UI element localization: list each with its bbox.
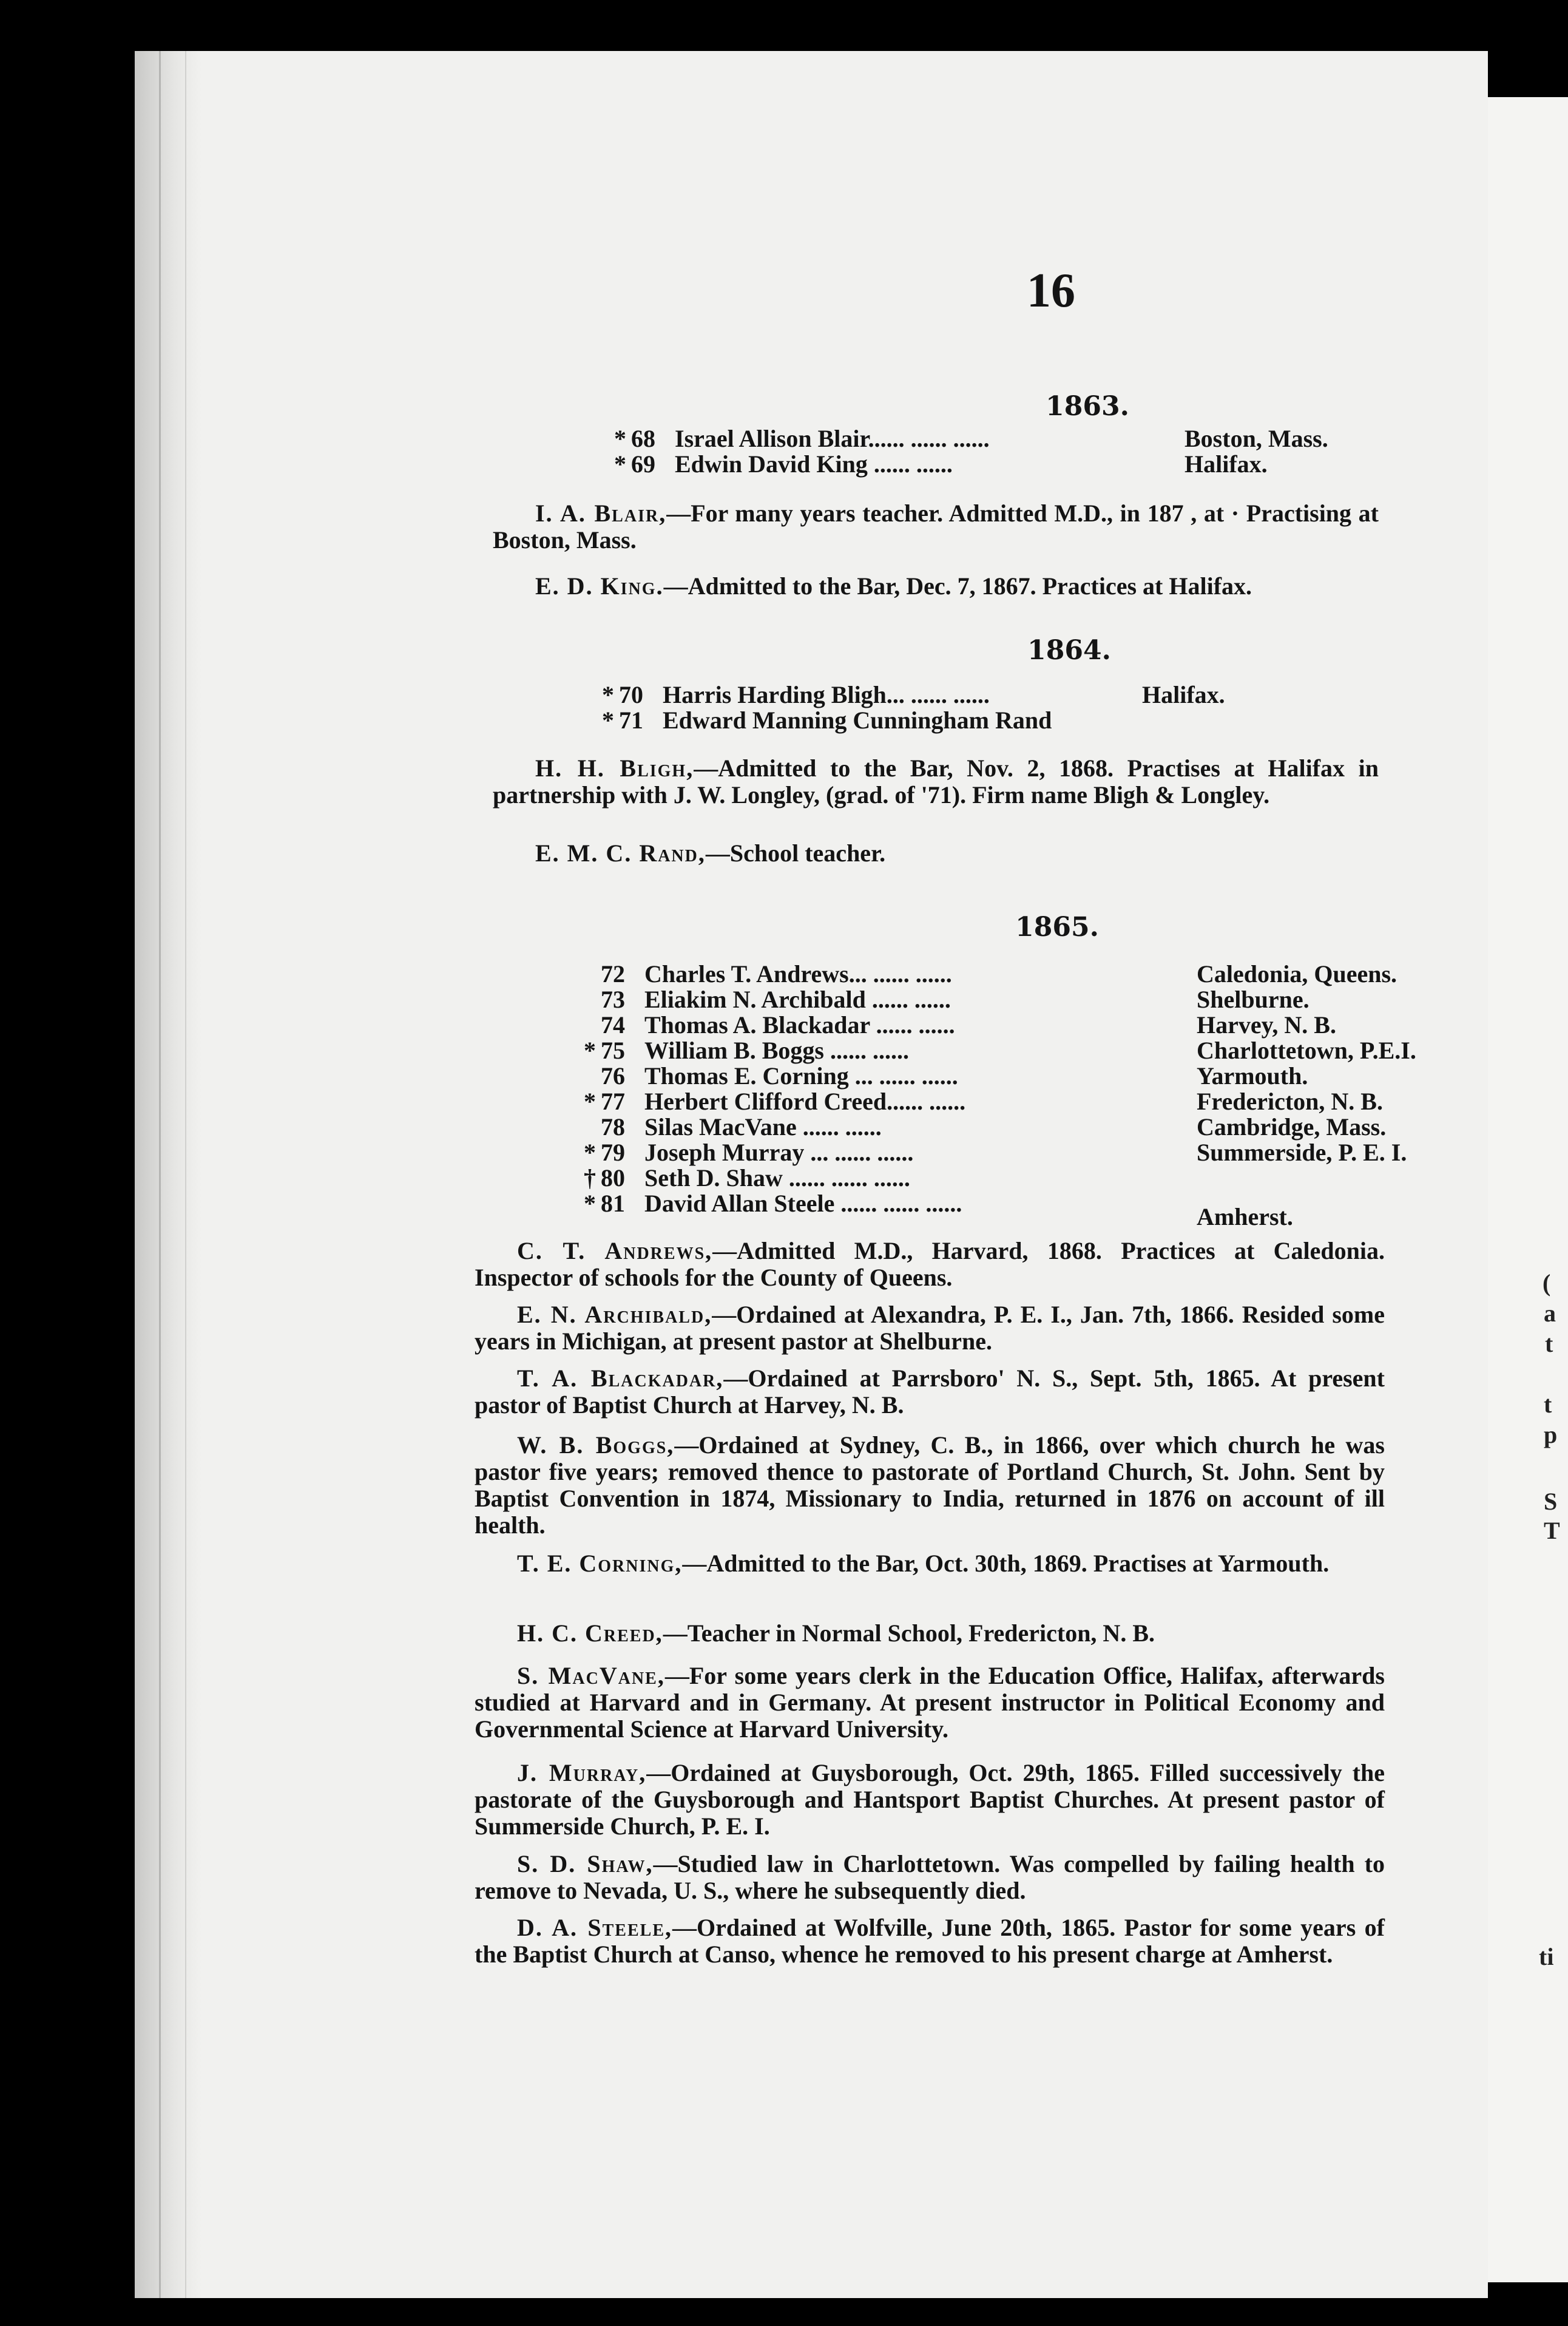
- note-creed: [475, 1620, 1385, 1647]
- note-lead: S. MacVane,: [517, 1662, 665, 1689]
- note-lead: H. H. Bligh,: [535, 754, 694, 782]
- facing-page-fragment: T: [1544, 1517, 1560, 1544]
- roster-place: Fredericton, N. B.: [1197, 1088, 1383, 1115]
- roster-name: Thomas A. Blackadar ...... ......: [644, 1011, 955, 1039]
- note-lead: E. M. C. Rand,: [535, 839, 706, 867]
- roster-mark: †: [584, 1164, 596, 1192]
- note-text: —Teacher in Normal School, Fredericton, N. B.: [663, 1619, 1155, 1647]
- note-text: —Ordained at Wolfville, June 20th, 1865. Pastor for some years of the Baptist Church at Canso, whence he removed to his present charge at Amherst.: [475, 1914, 1385, 1968]
- note-lead: C. T. Andrews,: [517, 1237, 713, 1264]
- note-text: —Ordained at Guysborough, Oct. 29th, 1865. Filled successively the pastorate of the Guysborough and Hantsport Baptist Churches. At present pastor of Summerside Church, P. E. I.: [475, 1759, 1385, 1840]
- note-corning: [475, 1550, 1385, 1577]
- note-text: —For some years clerk in the Education Office, Halifax, afterwards studied at Harvard and in Germany. At present instructor in Political Economy and Governmental Science at Harvard University.: [475, 1662, 1385, 1743]
- note-text: —Admitted M.D., Harvard, 1868. Practices at Caledonia. Inspector of schools for the County of Queens.: [475, 1237, 1385, 1291]
- note-lead: H. C. Creed,: [517, 1619, 663, 1647]
- note-lead: W. B. Boggs,: [517, 1431, 675, 1459]
- section-year-1863: 1863.: [1046, 391, 1129, 422]
- roster-row: [602, 452, 1488, 477]
- roster-row: [572, 1089, 1488, 1114]
- note-lead: I. A. Blair,: [535, 500, 667, 527]
- roster-row: [572, 987, 1488, 1012]
- roster-number: 79: [601, 1139, 625, 1166]
- roster-name: Joseph Murray ... ...... ......: [644, 1139, 914, 1166]
- roster-name: William B. Boggs ...... ......: [644, 1037, 909, 1064]
- roster-row: [602, 426, 1488, 452]
- roster-number: 75: [601, 1037, 625, 1064]
- roster-place: Harvey, N. B.: [1197, 1011, 1336, 1039]
- note-boggs: [475, 1432, 1385, 1539]
- roster-name: David Allan Steele ...... ...... ......: [644, 1190, 962, 1217]
- roster-place: Caledonia, Queens.: [1197, 960, 1397, 988]
- note-lead: E. N. Archibald,: [517, 1301, 712, 1328]
- roster-name: Silas MacVane ...... ......: [644, 1113, 882, 1141]
- note-archibald: [475, 1301, 1385, 1355]
- roster-number: 74: [601, 1011, 625, 1039]
- roster-name: Edwin David King ...... ......: [675, 450, 953, 478]
- roster-row: [590, 682, 1488, 708]
- note-lead: J. Murray,: [517, 1759, 647, 1786]
- note-lead: D. A. Steele,: [517, 1914, 672, 1941]
- section-year-1865: 1865.: [1015, 912, 1099, 943]
- roster-mark: *: [614, 425, 626, 452]
- roster-number: 78: [601, 1113, 625, 1141]
- roster-mark: *: [584, 1190, 596, 1217]
- page-content: [135, 51, 1488, 2298]
- note-shaw: [475, 1851, 1385, 1904]
- roster-place: Yarmouth.: [1197, 1062, 1308, 1090]
- roster-row: [572, 1165, 1488, 1191]
- roster-number: 70: [619, 681, 643, 708]
- roster-row: [572, 1114, 1488, 1140]
- roster-mark: *: [614, 450, 626, 478]
- note-murray: [475, 1760, 1385, 1840]
- note-bligh: [493, 755, 1379, 809]
- section-year-1864: 1864.: [1027, 635, 1111, 666]
- note-macvane: [475, 1663, 1385, 1743]
- roster-number: 77: [601, 1088, 625, 1115]
- roster-name: Herbert Clifford Creed...... ......: [644, 1088, 966, 1115]
- roster-number: 81: [601, 1190, 625, 1217]
- facing-page-fragment: ti: [1539, 1943, 1554, 1970]
- note-text: —Studied law in Charlottetown. Was compelled by failing health to remove to Nevada, U. S., where he subsequently died.: [475, 1850, 1385, 1904]
- note-text: —Admitted to the Bar, Oct. 30th, 1869. Practises at Yarmouth.: [682, 1550, 1330, 1577]
- note-king: [493, 573, 1379, 600]
- roster-place: Halifax.: [1184, 450, 1268, 478]
- facing-page-fragment: a: [1544, 1300, 1556, 1327]
- note-blair: [493, 500, 1379, 554]
- facing-page-fragment: t: [1544, 1391, 1552, 1418]
- roster-number: 68: [631, 425, 655, 452]
- roster-1864: [590, 682, 1488, 733]
- note-text: —Admitted to the Bar, Dec. 7, 1867. Practices at Halifax.: [663, 572, 1252, 600]
- roster-name: Edward Manning Cunningham Rand: [663, 707, 1052, 734]
- facing-page: [1488, 97, 1568, 2282]
- roster-place: Cambridge, Mass.: [1197, 1113, 1387, 1141]
- roster-name: Harris Harding Bligh... ...... ......: [663, 681, 990, 708]
- note-rand: [493, 840, 1379, 867]
- note-lead: S. D. Shaw,: [517, 1850, 654, 1877]
- roster-number: 76: [601, 1062, 625, 1090]
- note-text: —Admitted to the Bar, Nov. 2, 1868. Practises at Halifax in partnership with J. W. Longley, (grad. of '71). Firm name Bligh & Longley.: [493, 754, 1379, 809]
- roster-row: [572, 961, 1488, 987]
- roster-mark: *: [584, 1088, 596, 1115]
- roster-1865: [572, 960, 1488, 1230]
- roster-place: Halifax.: [1142, 681, 1225, 708]
- roster-name: Thomas E. Corning ... ...... ......: [644, 1062, 958, 1090]
- roster-row: [572, 1190, 1488, 1230]
- note-blackadar: [475, 1365, 1385, 1419]
- note-lead: T. E. Corning,: [517, 1550, 683, 1577]
- roster-mark: *: [602, 707, 614, 734]
- roster-place: Boston, Mass.: [1184, 425, 1328, 452]
- roster-row: [572, 1012, 1488, 1038]
- roster-name: Charles T. Andrews... ...... ......: [644, 960, 952, 988]
- note-text: —School teacher.: [705, 839, 886, 867]
- roster-row: [572, 1038, 1488, 1063]
- roster-1863: [602, 426, 1488, 477]
- page-number: 16: [1027, 264, 1075, 317]
- roster-row: [572, 1063, 1488, 1089]
- facing-page-fragment: S: [1544, 1488, 1558, 1515]
- roster-number: 80: [601, 1164, 625, 1192]
- roster-mark: *: [584, 1139, 596, 1166]
- note-andrews: [475, 1238, 1385, 1291]
- note-lead: E. D. King.: [535, 572, 664, 600]
- facing-page-fragment: p: [1544, 1421, 1558, 1448]
- note-text: —Ordained at Alexandra, P. E. I., Jan. 7th, 1866. Resided some years in Michigan, at present pastor at Shelburne.: [475, 1301, 1385, 1355]
- book-page: [135, 51, 1488, 2298]
- roster-name: Seth D. Shaw ...... ...... ......: [644, 1164, 910, 1192]
- roster-place: Charlottetown, P.E.I.: [1197, 1037, 1416, 1064]
- roster-number: 72: [601, 960, 625, 988]
- facing-page-fragment: (: [1543, 1269, 1551, 1297]
- facing-page-fragment: t: [1545, 1330, 1553, 1357]
- roster-place: Summerside, P. E. I.: [1197, 1139, 1407, 1166]
- note-text: —For many years teacher. Admitted M.D., in 187 , at · Practising at Boston, Mass.: [493, 500, 1379, 554]
- roster-number: 69: [631, 450, 655, 478]
- roster-row: [572, 1140, 1488, 1165]
- roster-name: Eliakim N. Archibald ...... ......: [644, 986, 951, 1013]
- roster-number: 73: [601, 986, 625, 1013]
- roster-mark: *: [584, 1037, 596, 1064]
- roster-name: Israel Allison Blair...... ...... ......: [675, 425, 990, 452]
- roster-mark: *: [602, 681, 614, 708]
- note-steele: [475, 1914, 1385, 1968]
- roster-place: Amherst.: [1197, 1203, 1293, 1230]
- note-text: —Ordained at Parrsboro' N. S., Sept. 5th, 1865. At present pastor of Baptist Church at Harvey, N. B.: [475, 1365, 1385, 1419]
- roster-row: [590, 708, 1488, 733]
- roster-place: Shelburne.: [1197, 986, 1309, 1013]
- roster-number: 71: [619, 707, 643, 734]
- note-text: —Ordained at Sydney, C. B., in 1866, over which church he was pastor five years; removed thence to pastorate of Portland Church, St. John. Sent by Baptist Convention in 1874, Missionary to India, returned in 1876 on account of ill health.: [475, 1431, 1385, 1539]
- note-lead: T. A. Blackadar,: [517, 1365, 724, 1392]
